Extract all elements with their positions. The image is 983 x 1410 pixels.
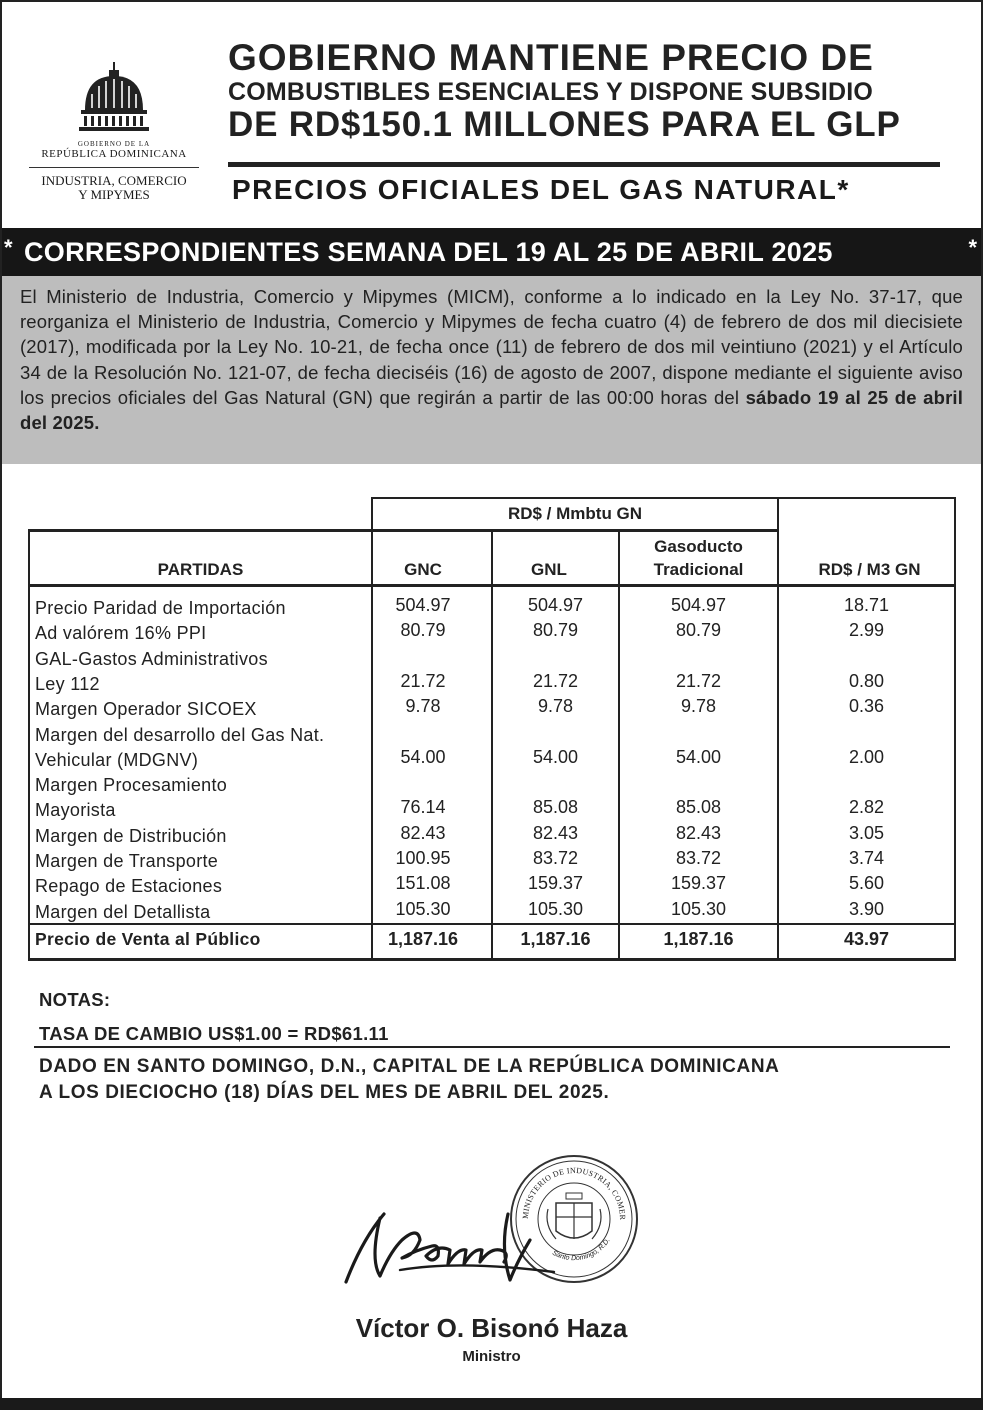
logo-gov-label: GOBIERNO DE LA [77, 140, 151, 148]
row-label: Margen de Distribución [35, 826, 227, 846]
total-gasoducto: 1,187.16 [663, 929, 734, 949]
headline-line2: COMBUSTIBLES ESENCIALES Y DISPONE SUBSIDIO [228, 78, 874, 106]
row-value-gnc: 76.14 [400, 797, 446, 817]
seal-place: Santo Domingo, R.D. [550, 1237, 612, 1263]
total-gnc: 1,187.16 [387, 929, 459, 949]
row-value-gnc: 21.72 [400, 671, 446, 691]
headline-divider [228, 162, 940, 167]
signer-name: Víctor O. Bisonó Haza [355, 1313, 628, 1343]
row-label: Margen Procesamiento [35, 775, 228, 795]
header-gasoducto: Gasoducto [654, 537, 743, 556]
row-label: GAL-Gastos Administrativos [35, 649, 268, 669]
row-value-gnc: 82.43 [400, 823, 446, 843]
row-value-m3: 2.00 [848, 747, 885, 767]
logo-country-label: REPÚBLICA DOMINICANA [41, 148, 187, 160]
row-label: Ad valórem 16% PPI [35, 623, 207, 643]
header-tradicional: Tradicional [653, 560, 744, 579]
row-value-m3: 3.05 [848, 823, 885, 843]
table-header-top-border [28, 529, 779, 532]
row-value-gnc: 504.97 [395, 595, 451, 615]
week-banner [2, 228, 981, 276]
handwritten-signature-icon [340, 1200, 570, 1300]
ministry-logo [14, 60, 214, 202]
row-value-gnl: 21.72 [532, 671, 579, 691]
row-value-gnl: 54.00 [532, 747, 579, 767]
row-label: Mayorista [35, 800, 116, 820]
row-value-gas: 83.72 [675, 848, 722, 868]
header-m3: RD$ / M3 GN [818, 560, 921, 579]
intro-date: sábado 19 al 25 de abril del 2025. [20, 386, 964, 434]
header-gnc: GNC [404, 560, 442, 579]
intro-paragraph [20, 284, 963, 435]
row-value-gnl: 9.78 [537, 696, 574, 716]
seal-text: MINISTERIO DE INDUSTRIA, COMER [520, 1165, 628, 1221]
notes-divider [34, 1046, 950, 1048]
row-label: Repago de Estaciones [35, 876, 223, 896]
row-label: Margen del Detallista [35, 902, 211, 922]
logo-ministry-line2: Y MIPYMES [78, 187, 150, 202]
asterisk-left: * [4, 235, 13, 260]
row-value-m3: 0.36 [848, 696, 885, 716]
row-value-gnl: 105.30 [527, 899, 584, 919]
signature [340, 1200, 570, 1305]
price-table [28, 497, 956, 961]
row-value-gnc: 9.78 [405, 696, 441, 716]
total-label: Precio de Venta al Público [35, 929, 261, 949]
row-value-gnc: 54.00 [400, 747, 446, 767]
row-value-m3: 5.60 [848, 873, 885, 893]
table-col-divider-3 [618, 529, 620, 961]
week-banner-text: CORRESPONDIENTES SEMANA DEL 19 AL 25 DE ABRIL 2025 [24, 237, 833, 267]
table-left-border [28, 529, 30, 961]
row-value-gnc: 105.30 [395, 899, 451, 919]
row-value-gas: 504.97 [670, 595, 727, 615]
row-label: Margen del desarrollo del Gas Nat. [35, 725, 325, 745]
row-label: Vehicular (MDGNV) [35, 750, 199, 770]
row-value-gnl: 504.97 [527, 595, 584, 615]
row-value-gnc: 80.79 [400, 620, 446, 640]
headline [228, 38, 950, 144]
signer-role: Ministro [462, 1348, 521, 1365]
logo-divider [29, 167, 199, 168]
row-value-m3: 0.80 [848, 671, 885, 691]
row-value-gas: 21.72 [675, 671, 722, 691]
headline-line3: DE RD$150.1 MILLONES PARA EL GLP [228, 105, 901, 144]
asterisk-right: * [968, 235, 977, 260]
logo-ministry-line1: INDUSTRIA, COMERCIO [41, 173, 187, 188]
row-value-gnc: 100.95 [395, 848, 451, 868]
row-value-m3: 3.74 [848, 848, 885, 868]
row-value-m3: 18.71 [843, 595, 890, 615]
row-value-gas: 54.00 [675, 747, 722, 767]
row-label: Margen Operador SICOEX [35, 699, 257, 719]
row-value-gnl: 83.72 [532, 848, 579, 868]
row-value-gnc: 151.08 [395, 873, 451, 893]
row-value-m3: 2.99 [848, 620, 885, 640]
row-value-gnl: 85.08 [532, 797, 579, 817]
total-m3: 43.97 [843, 929, 890, 949]
total-gnl: 1,187.16 [520, 929, 591, 949]
table-col-divider-2 [491, 529, 493, 961]
row-value-gnl: 159.37 [527, 873, 584, 893]
given-line-2: A LOS DIECIOCHO (18) DÍAS DEL MES DE ABRIL DEL 2025. [39, 1082, 610, 1103]
headline-line1: GOBIERNO MANTIENE PRECIO DE [228, 37, 874, 78]
row-value-m3: 3.90 [848, 899, 885, 919]
notes-title: NOTAS: [39, 989, 111, 1010]
row-value-gas: 82.43 [675, 823, 722, 843]
capitol-dome-icon [75, 60, 153, 138]
given-line-1: DADO EN SANTO DOMINGO, D.N., CAPITAL DE LA REPÚBLICA DOMINICANA [39, 1056, 780, 1077]
row-label: Margen de Transporte [35, 851, 219, 871]
header-group-mmbtu: RD$ / Mmbtu GN [507, 504, 643, 523]
header-gnl: GNL [531, 560, 567, 579]
row-value-gas: 80.79 [675, 620, 722, 640]
row-value-m3: 2.82 [848, 797, 885, 817]
row-value-gas: 159.37 [670, 873, 727, 893]
row-label: Precio Paridad de Importación [35, 598, 286, 618]
exchange-rate-note: TASA DE CAMBIO US$1.00 = RD$61.11 [39, 1023, 389, 1044]
bottom-bar [0, 1398, 983, 1410]
row-value-gas: 105.30 [670, 899, 727, 919]
row-value-gnl: 82.43 [532, 823, 579, 843]
row-value-gnl: 80.79 [532, 620, 579, 640]
row-value-gas: 85.08 [675, 797, 722, 817]
subheadline: PRECIOS OFICIALES DEL GAS NATURAL* [232, 174, 850, 205]
row-label: Ley 112 [35, 674, 100, 694]
table-top-border-group [372, 497, 956, 499]
header-partidas: PARTIDAS [157, 560, 244, 579]
row-value-gas: 9.78 [680, 696, 717, 716]
intro-text: El Ministerio de Industria, Comercio y Mipymes (MICM), conforme a lo indicado en la Ley No. 37-17, que reorganiza el Ministerio de Industria, Comercio y Mipymes de fecha cuatro (4) de febrero de dos mil diecisiete (2017), modificada por la Ley No. 10-21, de fecha once (11) de febrero de dos mil veintiuno (2021) y el Artículo 34 de la Resolución No. 121-07, de fecha dieciséis (16) de agosto de 2007, dispone mediante el siguiente aviso los precios oficiales del Gas Natural (GN) que regirán a partir de las 00:00 horas del [20, 286, 963, 408]
